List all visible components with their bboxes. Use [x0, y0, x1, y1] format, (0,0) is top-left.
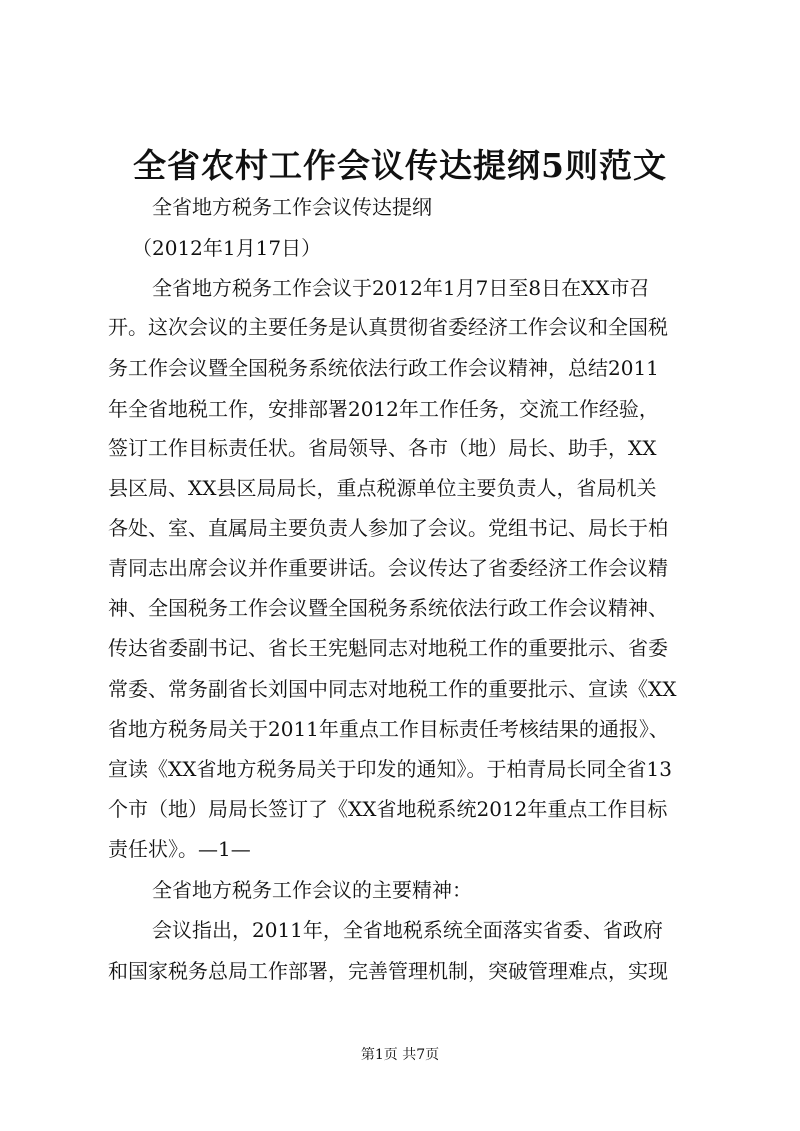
section-heading: 全省地方税务工作会议的主要精神：: [152, 878, 472, 902]
document-title: 全省农村工作会议传达提纲5则范文: [133, 146, 667, 185]
paragraph-line: 青同志出席会议并作重要讲话。会议传达了省委经济工作会议精: [108, 556, 668, 580]
paragraph-line: 和国家税务总局工作部署，完善管理机制，突破管理难点，实现: [108, 959, 668, 983]
paragraph-line: 宣读《XX省地方税务局关于印发的通知》。于柏青局长同全省13: [108, 757, 672, 781]
paragraph-line: 个市（地）局局长签订了《XX省地税系统2012年重点工作目标: [108, 797, 668, 821]
paragraph-line: 省地方税务局关于2011年重点工作目标责任考核结果的通报》、: [108, 717, 669, 741]
paragraph-line: 会议指出，2011年，全省地税系统全面落实省委、省政府: [152, 918, 663, 942]
page-number: 第1页 共7页: [360, 1047, 440, 1063]
paragraph-line: 开。这次会议的主要任务是认真贯彻省委经济工作会议和全国税: [108, 315, 668, 339]
paragraph-line: 务工作会议暨全国税务系统依法行政工作会议精神，总结2011: [108, 356, 659, 380]
paragraph-line: 神、全国税务工作会议暨全国税务系统依法行政工作会议精神、: [108, 596, 668, 620]
paragraph-line: 传达省委副书记、省长王宪魁同志对地税工作的重要批示、省委: [108, 636, 668, 660]
date-line: （2012年1月17日）: [132, 236, 322, 260]
paragraph-line: 全省地方税务工作会议于2012年1月7日至8日在XX市召: [152, 276, 650, 300]
paragraph-line: 县区局、XX县区局局长，重点税源单位主要负责人，省局机关: [108, 476, 657, 500]
subtitle-line: 全省地方税务工作会议传达提纲: [152, 195, 432, 219]
paragraph-line: 年全省地税工作，安排部署2012年工作任务，交流工作经验，: [108, 397, 659, 421]
paragraph-line: 签订工作目标责任状。省局领导、各市（地）局长、助手，XX: [108, 436, 657, 460]
paragraph-line: 常委、常务副省长刘国中同志对地税工作的重要批示、宣读《XX: [108, 677, 677, 701]
paragraph-line: 责任状》。—1—: [108, 837, 251, 861]
paragraph-line: 各处、室、直属局主要负责人参加了会议。党组书记、局长于柏: [108, 516, 668, 540]
